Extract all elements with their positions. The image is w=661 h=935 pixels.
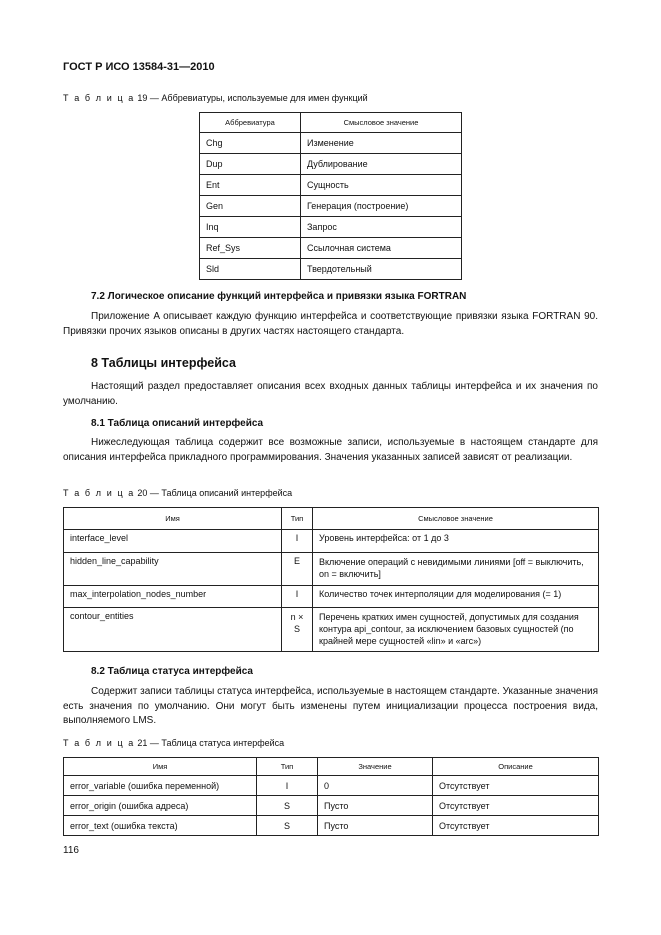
- cell-value: 0: [318, 776, 433, 796]
- caption-text: 21 — Таблица статуса интерфейса: [137, 738, 285, 748]
- cell-abbr: Ref_Sys: [200, 238, 301, 259]
- section-8-1-text: [63, 436, 598, 465]
- table-20-caption: [63, 488, 292, 498]
- column-header: Тип: [282, 508, 313, 530]
- cell-meaning: Количество точек интерполяции для моделирования (= 1): [313, 586, 599, 608]
- cell-description: Отсутствует: [433, 816, 599, 836]
- cell-type: I: [257, 776, 318, 796]
- cell-meaning: Запрос: [301, 217, 462, 238]
- cell-name: error_variable (ошибка переменной): [64, 776, 257, 796]
- paragraph-text: Настоящий раздел предоставляет описания всех входных данных таблицы интерфейса и их значения по умолчанию.: [63, 381, 598, 407]
- table-label: Т а б л и ц а: [63, 738, 135, 748]
- cell-meaning: Перечень кратких имен сущностей, допустимых для создания контура api_contour, за исключением базовых сущностей (по крайней мере сущностей «lin» и «arc»): [313, 608, 599, 652]
- section-8-1-title: 8.1 Таблица описаний интерфейса: [91, 418, 264, 429]
- cell-type: E: [282, 553, 313, 586]
- cell-name: interface_level: [64, 530, 282, 553]
- caption-text: 20 — Таблица описаний интерфейса: [137, 488, 293, 498]
- cell-meaning: Сущность: [301, 175, 462, 196]
- table-label: Т а б л и ц а: [63, 93, 135, 103]
- cell-name: contour_entities: [64, 608, 282, 652]
- column-header: Имя: [64, 758, 257, 776]
- cell-abbr: Dup: [200, 154, 301, 175]
- cell-description: Отсутствует: [433, 796, 599, 816]
- cell-abbr: Ent: [200, 175, 301, 196]
- table-row: [200, 238, 462, 259]
- section-8-2-title: 8.2 Таблица статуса интерфейса: [91, 666, 253, 677]
- cell-abbr: Gen: [200, 196, 301, 217]
- column-header: Тип: [257, 758, 318, 776]
- table-21: [63, 757, 599, 836]
- table-row: [200, 259, 462, 280]
- cell-meaning: Уровень интерфейса: от 1 до 3: [313, 530, 599, 553]
- column-header: Значение: [318, 758, 433, 776]
- cell-meaning: Изменение: [301, 133, 462, 154]
- cell-abbr: Sld: [200, 259, 301, 280]
- table-label: Т а б л и ц а: [63, 488, 135, 498]
- cell-name: max_interpolation_nodes_number: [64, 586, 282, 608]
- cell-meaning: Твердотельный: [301, 259, 462, 280]
- table-19: [199, 112, 462, 280]
- paragraph-text: Содержит записи таблицы статуса интерфейса, используемые в настоящем стандарте. Указанные значения есть значения по умолчанию. Они могут быть изменены путем инициализации процесса построения вида, выполняемого LMS.: [63, 686, 598, 726]
- caption-text: 19 — Аббревиатуры, используемые для имен функций: [137, 93, 368, 103]
- table-row: [64, 553, 599, 586]
- column-header: Имя: [64, 508, 282, 530]
- table-row: [64, 776, 599, 796]
- section-8-2-text: [63, 685, 598, 729]
- table-row: [64, 796, 599, 816]
- cell-abbr: Inq: [200, 217, 301, 238]
- table-row: [64, 586, 599, 608]
- page-number: 116: [63, 845, 79, 856]
- table-row: [200, 217, 462, 238]
- cell-name: error_origin (ошибка адреса): [64, 796, 257, 816]
- cell-description: Отсутствует: [433, 776, 599, 796]
- table-21-caption: [63, 738, 284, 748]
- cell-meaning: Дублирование: [301, 154, 462, 175]
- section-7-2-text: [63, 310, 598, 339]
- document-header: ГОСТ Р ИСО 13584-31—2010: [63, 61, 215, 73]
- cell-name: hidden_line_capability: [64, 553, 282, 586]
- table-20: [63, 507, 599, 652]
- cell-value: Пусто: [318, 796, 433, 816]
- section-8-title: 8 Таблицы интерфейса: [91, 356, 236, 370]
- table-row: [200, 133, 462, 154]
- cell-meaning: Генерация (построение): [301, 196, 462, 217]
- table-row: [64, 530, 599, 553]
- section-7-2-title: 7.2 Логическое описание функций интерфейса и привязки языка FORTRAN: [91, 291, 467, 302]
- cell-type: S: [257, 816, 318, 836]
- table-row: [64, 816, 599, 836]
- column-header: Смысловое значение: [313, 508, 599, 530]
- cell-type: S: [257, 796, 318, 816]
- cell-value: Пусто: [318, 816, 433, 836]
- cell-type: I: [282, 530, 313, 553]
- column-header: Описание: [433, 758, 599, 776]
- column-header: Аббревиатура: [200, 113, 301, 133]
- table-row: [200, 154, 462, 175]
- column-header: Смысловое значение: [301, 113, 462, 133]
- section-8-text: [63, 380, 598, 409]
- table-19-caption: [63, 93, 368, 103]
- cell-abbr: Chg: [200, 133, 301, 154]
- cell-meaning: Включение операций с невидимыми линиями [off = выключить, on = включить]: [313, 553, 599, 586]
- table-row: [200, 196, 462, 217]
- paragraph-text: Приложение A описывает каждую функцию интерфейса и соответствующие привязки языка FORTRAN 90. Привязки прочих языков описаны в других частях настоящего стандарта.: [63, 311, 598, 337]
- table-row: [64, 608, 599, 652]
- paragraph-text: Нижеследующая таблица содержит все возможные записи, используемые в настоящем стандарте для описания интерфейса прикладного программирования. Значения указанных записей зависят от реализации.: [63, 437, 598, 463]
- table-row: [200, 175, 462, 196]
- cell-name: error_text (ошибка текста): [64, 816, 257, 836]
- cell-meaning: Ссылочная система: [301, 238, 462, 259]
- cell-type: I: [282, 586, 313, 608]
- cell-type: n × S: [282, 608, 313, 652]
